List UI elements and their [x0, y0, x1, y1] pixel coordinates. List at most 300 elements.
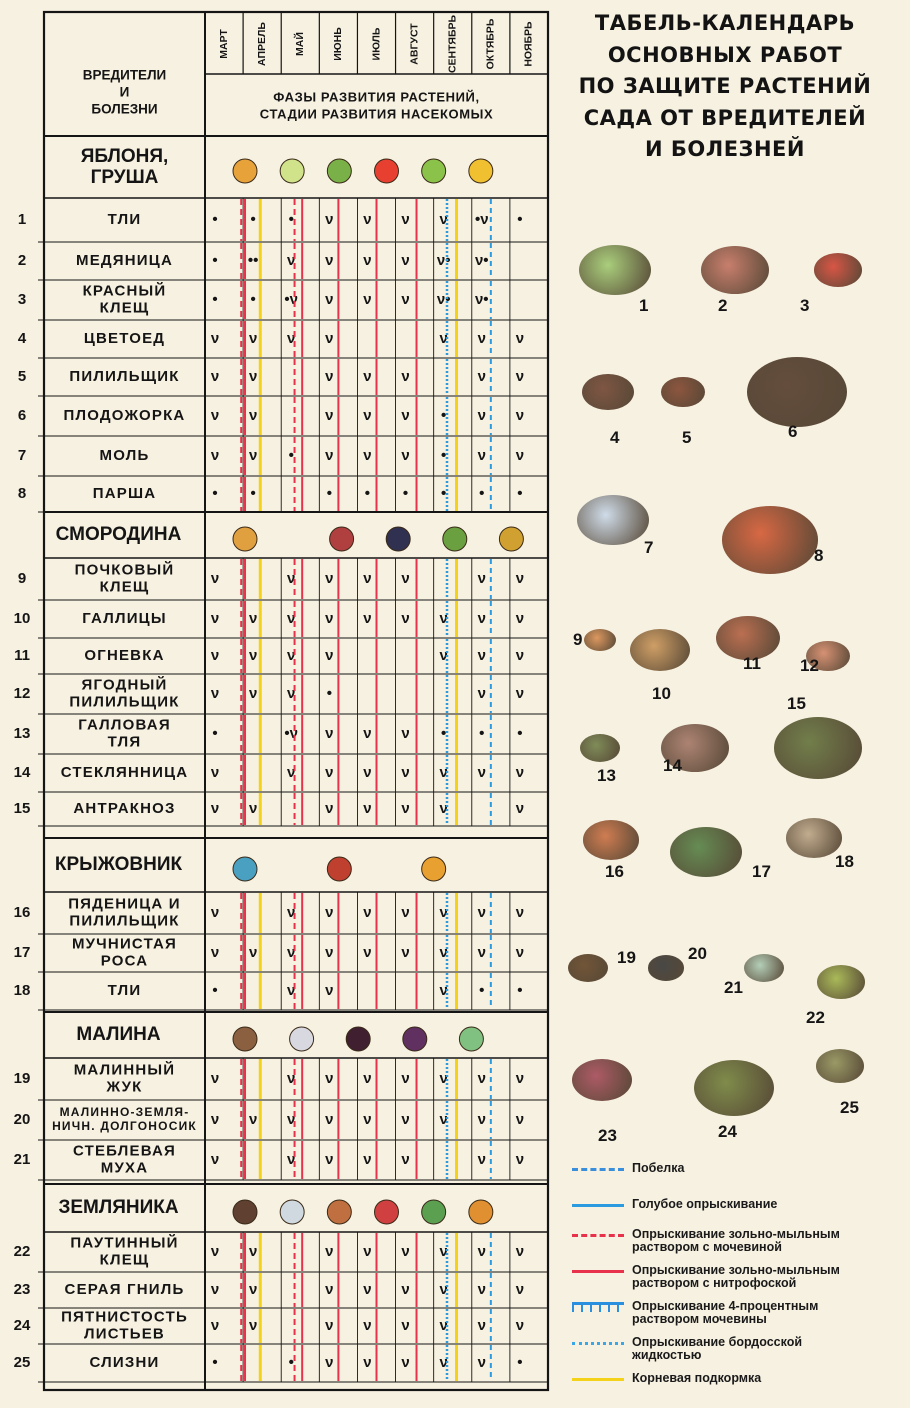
pest-illustration-geometer-moth: [583, 820, 639, 859]
stage-mark: ν: [515, 799, 525, 817]
plant-phase-icon: [280, 159, 304, 183]
row-name: КЛЕЩ: [99, 578, 150, 596]
pest-number: 1: [639, 296, 649, 315]
pest-number: 24: [718, 1122, 737, 1141]
pest-illustration-aphid-winged: [579, 245, 651, 295]
stage-mark: •: [479, 484, 485, 502]
stage-mark: ν: [210, 1069, 220, 1087]
plant-phase-icon: [330, 527, 354, 551]
legend-item: [572, 1372, 902, 1408]
pest-number: 12: [800, 656, 819, 675]
stage-mark: •: [288, 1353, 294, 1371]
stage-mark: ν: [325, 724, 334, 742]
stage-mark: ν: [210, 763, 220, 781]
stage-mark: ν: [325, 1242, 334, 1260]
stage-mark: ν: [248, 1280, 258, 1298]
stage-mark: ν: [363, 1316, 372, 1334]
stage-mark: ν: [210, 1150, 220, 1168]
stage-mark: ν: [210, 367, 220, 385]
stage-mark: ν: [477, 1316, 486, 1334]
row-number: 22: [13, 1242, 31, 1260]
group-name: СМОРОДИНА: [55, 524, 182, 546]
stage-mark: ν: [363, 406, 372, 424]
stage-mark: ν: [477, 406, 486, 424]
pest-illustration-weevil: [582, 374, 634, 410]
title-line: ПО ЗАЩИТЕ РАСТЕНИЙ: [578, 74, 872, 98]
stage-mark: •: [402, 484, 409, 502]
legend-swatch: [572, 1234, 624, 1243]
legend-swatch: [572, 1302, 624, 1312]
legend-swatch: [572, 1204, 624, 1213]
stage-mark: ν: [439, 1353, 448, 1371]
pest-number: 13: [597, 766, 616, 785]
pest-number: 6: [788, 422, 798, 441]
pest-illustration-weevil-small: [648, 955, 684, 980]
plant-phase-icon: [469, 1200, 493, 1224]
month-label: НОЯБРЬ: [522, 21, 535, 67]
row-name: ПИЛИЛЬЩИК: [69, 693, 180, 711]
stage-mark: ν: [439, 903, 448, 921]
pest-number: 14: [663, 756, 682, 775]
plant-phase-icon: [375, 1200, 399, 1224]
row-name: ПЛОДОЖОРКА: [63, 406, 186, 424]
stage-mark: ν: [363, 903, 372, 921]
stage-mark: ν: [401, 210, 410, 228]
row-name: КЛЕЩ: [99, 299, 150, 317]
pest-number: 11: [743, 654, 761, 673]
pest-number: 22: [806, 1008, 825, 1027]
pest-illustration-gall-aphid: [580, 734, 620, 762]
row-name: КРАСНЫЙ: [82, 282, 167, 300]
stage-mark: ν: [439, 1242, 448, 1260]
plant-phase-icon: [443, 527, 467, 551]
stage-mark: ν: [439, 1110, 448, 1128]
stage-mark: ν: [401, 290, 410, 308]
stage-mark: ν: [210, 646, 220, 664]
row-name: ПОЧКОВЫЙ: [74, 561, 175, 579]
legend-item: [572, 1300, 902, 1336]
legend-label: Опрыскивание зольно-мыльным раствором с мочевиной: [632, 1227, 840, 1254]
plant-phase-icon: [386, 527, 410, 551]
group-name: ГРУША: [90, 167, 159, 189]
plant-phase-icon: [422, 159, 446, 183]
stage-mark: ν: [477, 1110, 486, 1128]
stage-mark: ν: [325, 646, 334, 664]
stage-mark: ν: [248, 367, 258, 385]
stage-mark: ν: [439, 609, 448, 627]
row-name: ОГНЕВКА: [84, 646, 165, 664]
stage-mark: ν: [401, 903, 410, 921]
row-name: СТЕБЛЕВАЯ: [72, 1142, 177, 1160]
stage-mark: ν: [325, 763, 334, 781]
stage-mark: ν: [248, 684, 258, 702]
pest-number: 15: [787, 694, 806, 713]
stage-mark: ν: [477, 1069, 486, 1087]
stage-mark: ν: [325, 1280, 334, 1298]
row-name: АНТРАКНОЗ: [73, 799, 176, 817]
stage-mark: ν: [325, 329, 334, 347]
stage-mark: ν: [248, 446, 258, 464]
pest-number: 4: [610, 428, 620, 447]
legend-label: Голубое опрыскивание: [632, 1197, 778, 1211]
row-number: 7: [17, 446, 27, 464]
page-title: [575, 8, 875, 166]
stage-mark: ν: [248, 406, 258, 424]
pest-illustration-ermine-moth: [577, 495, 649, 545]
title-line: ТАБЕЛЬ-КАЛЕНДАРЬ: [594, 11, 856, 35]
stage-mark: •: [517, 1353, 523, 1371]
stage-mark: ν: [363, 799, 372, 817]
stage-mark: ν: [248, 1316, 258, 1334]
stage-mark: •: [250, 484, 256, 502]
pest-illustration-stem-fly: [744, 954, 784, 982]
pest-illustration-gall-midge: [630, 629, 690, 671]
plant-phase-icon: [327, 1200, 351, 1224]
legend-item: [572, 1162, 902, 1198]
plant-phase-icon: [346, 1027, 370, 1051]
stage-mark: ν: [325, 609, 334, 627]
pest-number: 3: [800, 296, 810, 315]
row-name: ТЛЯ: [107, 733, 142, 751]
row-name: ЖУК: [106, 1078, 143, 1096]
pest-number: 8: [814, 546, 824, 565]
row-name: МОЛЬ: [99, 446, 150, 464]
pest-number: 18: [835, 852, 854, 871]
month-label: СЕНТЯБРЬ: [446, 14, 459, 74]
stage-mark: ν•: [474, 290, 489, 308]
stage-mark: ν: [515, 1242, 525, 1260]
row-number: 10: [13, 609, 31, 627]
stage-mark: •: [288, 446, 294, 464]
month-label: АВГУСТ: [408, 23, 421, 65]
pest-number: 25: [840, 1098, 859, 1117]
stage-mark: ν: [439, 1280, 448, 1298]
stage-mark: ν: [210, 1316, 220, 1334]
stage-mark: ν: [325, 569, 334, 587]
pest-number: 10: [652, 684, 671, 703]
month-label: ОКТЯБРЬ: [484, 18, 497, 70]
stage-mark: •: [326, 684, 332, 702]
row-name: ПАРША: [92, 484, 157, 502]
stage-mark: ν: [477, 569, 486, 587]
row-name: МЕДЯНИЦА: [76, 251, 173, 269]
plant-phase-icon: [469, 159, 493, 183]
stage-mark: ν: [401, 251, 410, 269]
stage-mark: ν: [401, 1069, 410, 1087]
plant-phase-icon: [459, 1027, 483, 1051]
plant-phase-icon: [403, 1027, 427, 1051]
stage-mark: ν: [515, 569, 525, 587]
row-name: СТЕКЛЯННИЦА: [60, 763, 189, 781]
stage-mark: ν: [401, 763, 410, 781]
stage-mark: •: [517, 724, 523, 742]
stage-mark: ν: [401, 569, 410, 587]
stage-mark: ν: [210, 799, 220, 817]
stage-mark: ν: [325, 290, 334, 308]
pest-illustration-bud-mite: [584, 629, 616, 651]
stage-mark: ν•: [436, 290, 451, 308]
stage-mark: •ν: [284, 290, 299, 308]
stage-mark: •: [441, 724, 447, 742]
row-name: РОСА: [100, 952, 149, 970]
stage-mark: ν: [477, 367, 486, 385]
legend-swatch: [572, 1378, 624, 1387]
stage-mark: ν: [515, 646, 525, 664]
stage-mark: ν: [515, 609, 525, 627]
stage-mark: ν: [210, 446, 220, 464]
stage-mark: ν: [363, 1110, 372, 1128]
stage-mark: ν: [248, 609, 258, 627]
stage-mark: ν: [401, 1242, 410, 1260]
row-name: ПЯТНИСТОСТЬ: [61, 1308, 188, 1326]
pest-illustration-anthracnose-leaf: [774, 717, 862, 779]
stage-mark: ν: [477, 1280, 486, 1298]
stage-mark: ν: [210, 943, 220, 961]
pest-number: 17: [752, 862, 771, 881]
stage-mark: ν: [477, 646, 486, 664]
stage-mark: ν: [477, 1150, 486, 1168]
stage-mark: ν: [477, 684, 486, 702]
stage-mark: ν: [477, 943, 486, 961]
stage-mark: ν: [248, 799, 258, 817]
stage-mark: ν: [363, 1353, 372, 1371]
stage-mark: ν: [477, 903, 486, 921]
stage-mark: ν: [325, 406, 334, 424]
pest-illustration-red-mite: [814, 253, 862, 287]
group-name: ЗЕМЛЯНИКА: [58, 1197, 179, 1219]
stage-mark: ν: [248, 1110, 258, 1128]
stage-mark: •: [250, 210, 256, 228]
stage-mark: ν: [210, 1110, 220, 1128]
row-name: СЛИЗНИ: [89, 1353, 160, 1371]
plant-phase-icon: [499, 527, 523, 551]
stage-mark: •ν: [474, 210, 489, 228]
plant-phase-icon: [327, 159, 351, 183]
row-number: 21: [13, 1150, 31, 1168]
pest-illustration-slug: [816, 1049, 864, 1083]
row-number: 4: [17, 329, 27, 347]
stage-mark: ν: [325, 1316, 334, 1334]
stage-mark: •: [441, 406, 447, 424]
stage-mark: ν: [363, 1280, 372, 1298]
month-label: АПРЕЛЬ: [255, 22, 268, 66]
stage-mark: ν: [210, 903, 220, 921]
stage-mark: ν: [515, 406, 525, 424]
month-label: ИЮЛЬ: [370, 27, 383, 61]
stage-mark: ν: [515, 1280, 525, 1298]
stage-mark: ν: [401, 724, 410, 742]
stage-mark: •: [441, 446, 447, 464]
legend-label: Опрыскивание 4-процентным раствором мочевины: [632, 1299, 819, 1326]
stage-mark: ν: [363, 251, 372, 269]
title-line: И БОЛЕЗНЕЙ: [645, 137, 805, 161]
row-number: 16: [13, 903, 31, 921]
pest-illustration-codling-moth: [747, 357, 847, 427]
pest-number: 19: [617, 948, 636, 967]
stage-mark: ν: [325, 981, 334, 999]
stage-mark: •: [250, 290, 256, 308]
group-name: КРЫЖОВНИК: [54, 854, 183, 876]
stage-mark: ν: [515, 329, 525, 347]
stage-mark: •: [479, 724, 485, 742]
stage-mark: ••: [247, 251, 259, 269]
row-name: МАЛИННЫЙ: [73, 1061, 176, 1079]
row-name: ПЯДЕНИЦА И: [68, 895, 181, 913]
stage-mark: ν: [363, 367, 372, 385]
stage-mark: ν: [210, 569, 220, 587]
stage-mark: ν: [248, 329, 258, 347]
stage-mark: ν: [325, 1069, 334, 1087]
pest-illustration-aphid: [786, 818, 842, 857]
row-name: ТЛИ: [107, 981, 142, 999]
row-number: 8: [17, 484, 27, 502]
stage-mark: ν: [401, 367, 410, 385]
stage-mark: ν: [477, 1242, 486, 1260]
stage-mark: ν: [515, 1150, 525, 1168]
stage-mark: ν: [287, 903, 296, 921]
stage-mark: ν: [325, 1353, 334, 1371]
stage-mark: •: [212, 251, 218, 269]
stage-mark: •: [479, 981, 485, 999]
stage-mark: ν: [401, 1353, 410, 1371]
plant-phase-icon: [233, 1027, 257, 1051]
stage-mark: ν: [325, 210, 334, 228]
legend-label: Опрыскивание бордосской жидкостью: [632, 1335, 803, 1362]
stage-mark: ν: [363, 763, 372, 781]
phases-header-label: СТАДИИ РАЗВИТИЯ НАСЕКОМЫХ: [259, 106, 494, 122]
stage-mark: •ν: [284, 724, 299, 742]
month-label: ИЮНЬ: [332, 27, 345, 61]
pest-illustration-spider-mite: [817, 965, 865, 999]
stage-mark: ν: [210, 329, 220, 347]
phases-header-label: ФАЗЫ РАЗВИТИЯ РАСТЕНИЙ,: [273, 89, 480, 105]
legend-swatch: [572, 1342, 624, 1351]
stage-mark: ν: [515, 367, 525, 385]
pest-number: 16: [605, 862, 624, 881]
stage-mark: •: [517, 484, 523, 502]
legend-label: Корневая подкормка: [632, 1371, 762, 1385]
stage-mark: ν: [363, 210, 372, 228]
row-name: ГАЛЛИЦЫ: [82, 609, 167, 627]
pest-illustration-scab-apples: [722, 506, 818, 573]
row-number: 15: [13, 799, 31, 817]
legend-swatch: [572, 1270, 624, 1279]
title-line: ОСНОВНЫХ РАБОТ: [607, 42, 843, 67]
group-name: ЯБЛОНЯ,: [80, 146, 169, 168]
stage-mark: ν: [515, 943, 525, 961]
stage-mark: ν: [248, 943, 258, 961]
plant-phase-icon: [422, 1200, 446, 1224]
stage-mark: ν: [477, 1353, 486, 1371]
stage-mark: ν: [325, 367, 334, 385]
stage-mark: •: [212, 981, 218, 999]
pest-illustration-raspberry-beetle: [568, 954, 608, 982]
pest-number: 20: [688, 944, 707, 963]
row-number: 2: [17, 251, 27, 269]
stage-mark: •: [288, 210, 294, 228]
legend-swatch: [572, 1168, 624, 1177]
stage-mark: ν: [325, 446, 334, 464]
stage-mark: ν: [401, 799, 410, 817]
row-number: 19: [13, 1069, 31, 1087]
row-name: ПАУТИННЫЙ: [70, 1234, 179, 1252]
row-number: 11: [14, 646, 30, 664]
plant-phase-icon: [280, 1200, 304, 1224]
pest-number: 2: [718, 296, 728, 315]
stage-mark: ν: [210, 684, 220, 702]
stage-mark: ν: [287, 943, 296, 961]
row-name: ПИЛИЛЬЩИК: [69, 367, 180, 385]
row-number: 14: [13, 763, 31, 781]
stage-mark: ν: [363, 290, 372, 308]
stage-mark: ν: [477, 763, 486, 781]
plant-phase-icon: [327, 857, 351, 881]
stage-mark: •: [212, 1353, 218, 1371]
row-name: МУХА: [100, 1159, 149, 1177]
stage-mark: ν: [515, 446, 525, 464]
row-number: 9: [17, 569, 27, 587]
stage-mark: ν: [439, 1316, 448, 1334]
row-number: 1: [17, 210, 27, 228]
row-number: 18: [13, 981, 31, 999]
stage-mark: ν: [515, 1069, 525, 1087]
row-name: СЕРАЯ ГНИЛЬ: [64, 1280, 185, 1298]
legend-label: Опрыскивание зольно-мыльным раствором с нитрофоской: [632, 1263, 840, 1290]
stage-mark: ν: [363, 1242, 372, 1260]
pest-number: 9: [573, 630, 583, 649]
stage-mark: •: [212, 484, 218, 502]
stage-mark: ν: [401, 1316, 410, 1334]
stage-mark: •: [517, 210, 523, 228]
stage-mark: ν: [401, 609, 410, 627]
stage-mark: ν: [477, 446, 486, 464]
stage-mark: ν: [287, 763, 296, 781]
stage-mark: ν: [287, 329, 296, 347]
pest-illustration-strawberry-grey-rot: [572, 1059, 632, 1101]
row-number: 3: [17, 290, 27, 308]
row-name: ПИЛИЛЬЩИК: [69, 912, 180, 930]
stage-mark: ν: [439, 329, 448, 347]
pest-illustration-sawfly: [661, 377, 705, 408]
stage-mark: ν: [287, 981, 296, 999]
plant-phase-icon: [233, 1200, 257, 1224]
row-name: МУЧНИСТАЯ: [71, 935, 178, 953]
legend-label: Побелка: [632, 1161, 685, 1175]
stage-mark: ν: [325, 251, 334, 269]
pest-illustration-psyllid: [701, 246, 769, 294]
row-number: 23: [13, 1280, 31, 1298]
stage-mark: ν: [287, 251, 296, 269]
row-name: ГАЛЛОВАЯ: [78, 716, 171, 734]
pest-number: 7: [644, 538, 654, 557]
month-label: МАЙ: [294, 32, 307, 56]
stage-mark: ν: [287, 1150, 296, 1168]
stage-mark: ν: [439, 763, 448, 781]
stage-mark: ν: [439, 981, 448, 999]
pests-header-label: ВРЕДИТЕЛИ: [82, 67, 167, 83]
plant-phase-icon: [422, 857, 446, 881]
row-number: 17: [13, 943, 31, 961]
plant-phase-icon: [233, 857, 257, 881]
stage-mark: ν: [439, 799, 448, 817]
stage-mark: ν: [210, 406, 220, 424]
row-number: 12: [13, 684, 31, 702]
plant-phase-icon: [375, 159, 399, 183]
row-number: 13: [13, 724, 31, 742]
legend-item: [572, 1264, 902, 1300]
stage-mark: ν: [210, 609, 220, 627]
stage-mark: ν: [363, 1069, 372, 1087]
